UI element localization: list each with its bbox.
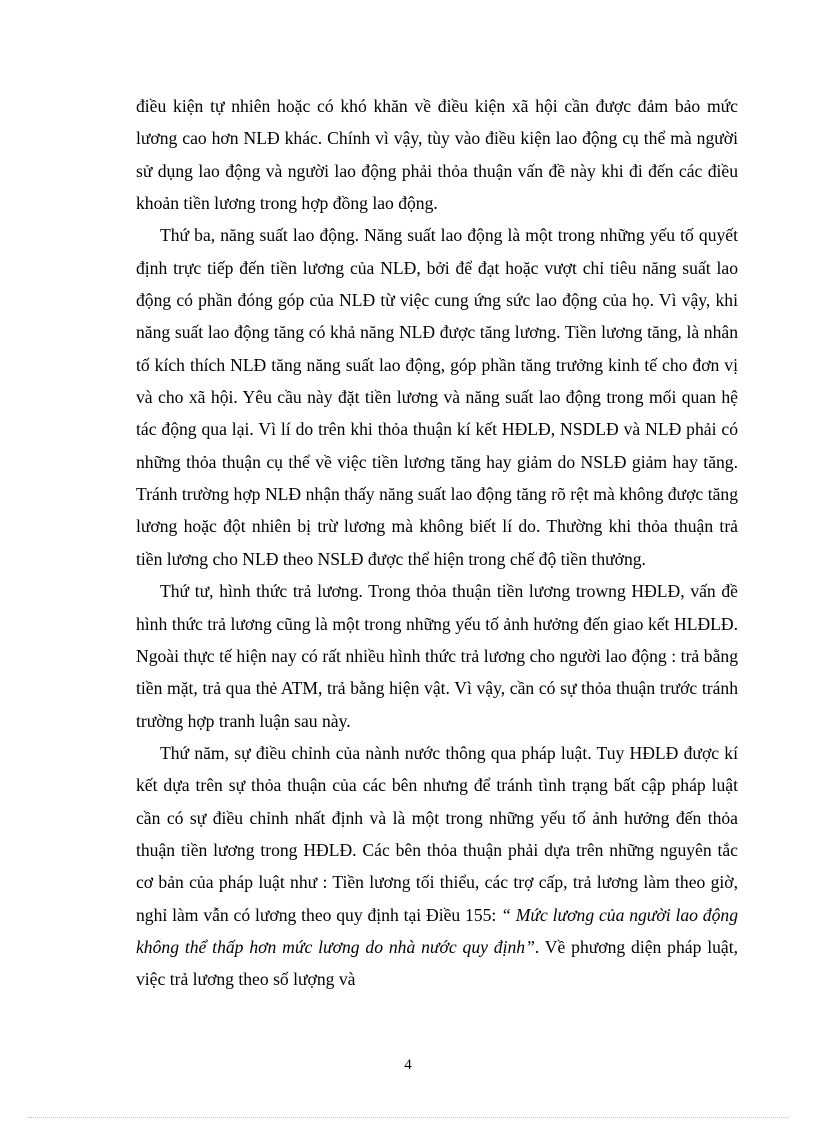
page-bottom-divider [28, 1117, 788, 1118]
page-number: 4 [404, 1057, 412, 1073]
paragraph-1: điều kiện tự nhiên hoặc có khó khăn về điều kiện xã hội cần được đảm bảo mức lương cao hơn NLĐ khác. Chính vì vậy, tùy vào điều kiện lao động cụ thể mà người sử dụng lao động và người lao động phải thỏa thuận vấn đề này khi đi đến các điều khoản tiền lương trong hợp đồng lao động. [136, 96, 738, 214]
paragraph-2: Thứ ba, năng suất lao động. Năng suất lao động là một trong những yếu tố quyết định trực tiếp đến tiền lương của NLĐ, bởi để đạt hoặc vượt chỉ tiêu năng suất lao động có phần đóng góp của NLĐ từ việc cung ứng sức lao động của họ. Vì vậy, khi năng suất lao động tăng có khả năng NLĐ được tăng lương. Tiền lương tăng, là nhân tố kích thích NLĐ tăng năng suất lao động, góp phần tăng trưởng kinh tế cho đơn vị và cho xã hội. Yêu cầu này đặt tiền lương và năng suất lao động trong mối quan hệ tác động qua lại. Vì lí do trên khi thỏa thuận kí kết HĐLĐ, NSDLĐ và NLĐ phải có những thỏa thuận cụ thể về việc tiền lương tăng hay giảm do NSLĐ giảm hay tăng. Tránh trường hợp NLĐ nhận thấy năng suất lao động tăng rõ rệt mà không được tăng lương hoặc đột nhiên bị trừ lương mà không biết lí do. Thường khi thỏa thuận trả tiền lương cho NLĐ theo NSLĐ được thể hiện trong chế độ tiền thưởng. [136, 225, 738, 569]
paragraph-3: Thứ tư, hình thức trả lương. Trong thỏa thuận tiền lương trowng HĐLĐ, vấn đề hình thức trả lương cũng là một trong những yếu tố ảnh hưởng đến giao kết HLĐLĐ. Ngoài thực tế hiện nay có rất nhiều hình thức trả lương cho người lao động : trả bằng tiền mặt, trả qua thẻ ATM, trả bằng hiện vật. Vì vậy, cần có sự thỏa thuận trước tránh trường hợp tranh luận sau này. [136, 581, 738, 731]
legal-quote: “ Mức lương của người lao động không thể thấp hơn mức lương do nhà nước quy định” [136, 904, 738, 957]
body-text [136, 90, 738, 996]
paragraph-4-text-before: Thứ năm, sự điều chỉnh của nành nước thông qua pháp luật. Tuy HĐLĐ được kí kết dựa trên sự thỏa thuận của các bên nhưng để tránh tình trạng bất cập pháp luật cần có sự điều chỉnh nhất định và là một trong những yếu tố ảnh hưởng đến thỏa thuận tiền lương trong HĐLĐ. Các bên thỏa thuận phải dựa trên những nguyên tắc cơ bản của pháp luật như : Tiền lương tối thiểu, các trợ cấp, trả lương làm theo giờ, nghỉ làm vẫn có lương theo quy định tại Điều 155: [136, 742, 738, 925]
paragraph-4-text-after: . Về phương diện pháp luật, việc trả lương theo số lượng và [136, 936, 738, 990]
paragraph-4 [136, 737, 738, 996]
